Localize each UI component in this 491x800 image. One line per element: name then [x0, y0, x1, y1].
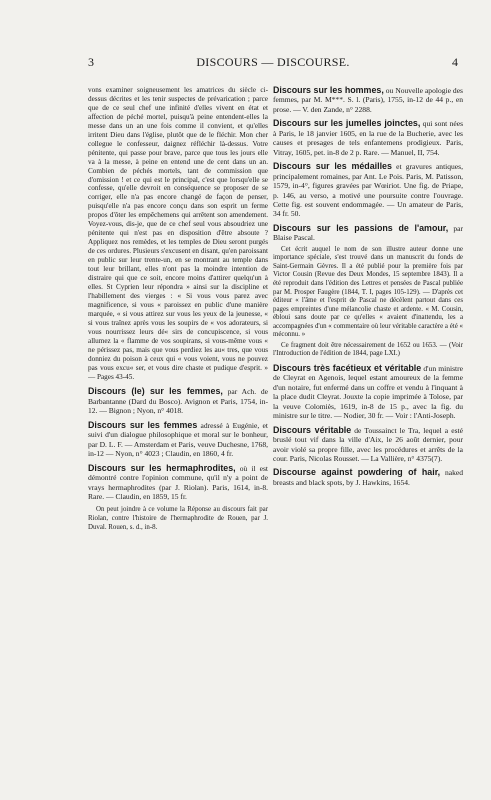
- entry-text: qui sont nées à Paris, le 18 janvier 1605, en la rue de la Bucherie, avec les causes et presages de tels enfantemens prodigieux. Paris, Vitray, 1605, pet. in-8 de 2 p. Rare. — Manuel, II, 754.: [273, 119, 463, 157]
- entry-text: par Ach. de Barbantanne (Dard du Bosco). Avignon et Paris, 1754, in-12. — Bignon ; Nyon, n° 4018.: [88, 387, 268, 416]
- bib-entry: [273, 224, 463, 243]
- entry-title: Discours sur les médailles: [273, 161, 392, 172]
- entry-title: Discours sur les hermaphrodites,: [88, 462, 236, 473]
- right-column: [273, 86, 463, 492]
- page-number-right: 4: [452, 55, 458, 69]
- entry-note: Cet écrit auquel le nom de son illustre auteur donne une importance spéciale, s'est trouvé dans un manuscrit du fonds de Saint-Germain Gèvres. Il a été publié pour la première fois par Victor Cousin (Revue des Deux Mondes, 15 septembre 1843). Il a été reproduit dans l'édition des Lettres et pensées de Pascal publiée par M. Prosper Faugère (1844, T. I, pages 105-129). — D'après cet éditeur « l'âme et l'esprit de Pascal ne décèlent partout dans ces pages empreintes d'une mélancolie chaste et ardente. « M. Cousin, ébloui sans doute par ce qu'elles « avaient d'inattendu, les a accompagnées d'un « commentaire où leur véritable caractère a été « méconnu. »: [273, 245, 463, 339]
- entry-text: ou Nouvelle apologie des femmes, par M. M***. S. l. (Paris), 1755, in-12 de 44 p., en prose. — V. den Zande, n° 2288.: [273, 86, 463, 114]
- bib-entry: [273, 162, 463, 219]
- bib-entry: [273, 119, 463, 157]
- entry-title: Discours très facétieux et véritable: [273, 362, 422, 373]
- entry-title: Discourse against powdering of hair,: [273, 467, 441, 478]
- bib-entry: [88, 464, 268, 502]
- entry-note: Ce fragment doit être nécessairement de 1652 ou 1653. — (Voir l'Introduction de l'édition de 1844, page LXI.): [273, 341, 463, 358]
- running-title: DISCOURS — DISCOURSE.: [196, 55, 350, 69]
- entry-title: Discours sur les hommes,: [273, 86, 384, 95]
- left-column: [88, 86, 268, 537]
- bib-entry: [273, 86, 463, 114]
- bib-entry: [88, 421, 268, 459]
- entry-title: Discours sur les femmes: [88, 419, 198, 430]
- entry-title: Discours véritable: [273, 424, 352, 435]
- entry-title: Discours sur les passions de l'amour,: [273, 222, 449, 233]
- page-header: [88, 55, 458, 69]
- page-number-left: 3: [88, 55, 94, 69]
- entry-title: Discours (le) sur les femmes,: [88, 386, 223, 397]
- entry-text: naked breasts and black spots, by J. Hawkins, 1654.: [273, 468, 463, 487]
- entry-text: par Blaise Pascal.: [273, 223, 463, 243]
- entry-text: et gravures antiques, principalement romaines, par Ant. Le Pois. Paris, M. Patisson, 1579, in-4°, figures gravées par Wœiriot. Une fig. de Priape, p. 146, au verso, a motivé une poursuite contre l'ouvrage. Cette fig. est souvent endommagée. — Un amateur de Paris, 34 fr. 50.: [273, 162, 463, 219]
- entry-note: On peut joindre à ce volume la Réponse au discours fait par Riolan, contre l'histoire de l'hermaphrodite de Rouen, par J. Duval. Rouen, s. d., in-8.: [88, 506, 268, 531]
- bib-entry: [273, 364, 463, 421]
- bib-entry: [273, 468, 463, 487]
- entry-text: adressé à Eugénie, et suivi d'un dialogue philosophique et moral sur le bonheur, par D. L. F. — Amsterdam et Paris, veuve Duchesne, 1768, in-12 — Nyon, n° 4023 ; Claudin, en 1860, 4 fr.: [88, 420, 268, 459]
- entry-text: de Toussainct le Tra, lequel a esté bruslé tout vif dans la ville d'Aix, le 26 août dernier, pour avoir violé sa propre fille, avec les procédures et arrêts de la cour. Paris, Nicolas Rousset. — La Vallière, n° 4375(7).: [273, 425, 463, 463]
- entry-title: Discours sur les jumelles joinctes,: [273, 118, 421, 129]
- bib-entry: [88, 387, 268, 415]
- entry-text: d'un ministre de Cleyrat en Agenois, lequel estant amoureux de la femme d'un notaire, fut enfermé dans un coffre et vendu à l'inquant à la place dudit Cleyrat. Jouxte la copie imprimée à Tolose, par la veuve Colomiès, 1619, in-8 de 15 p., avec la fig. du ministre sur le titre. — Nodier, 30 fr. — Voir : l'Anti-Joseph.: [273, 363, 463, 421]
- continued-text: vons examiner soigneusement les amatrices du siècle ci-dessus décrites et les tenir suspectes de prévarication ; parce que de ce seul chef une infinité d'elles vivent en état et affection de péché mortel, puisqu'à peine entendent-elles la messe dans un an une fois comme il convient, et qu'elles irritent Dieu dans l'église, plutôt que de le fléchir. Mon cher collegue le confesseur, daignez réfléchir là-dessus. Votre pénitente, qui passe pour brave, parce que tous les jours elle va à la messe, à peine en entend une de cent dans un an. Combien de péchés mortels, tant de commission que d'omission ! et ce qui est le principal, c'est que lorsqu'elle se confesse, qu'elle devroit en conséquence se proposer de se corriger, elle n'a pas encore changé de façon de penser, puisqu'elle n'a pas encore conçu dans son esprit un ferme propos d'ôter les empêchemens qui arrêtent son amendement. Voyez-vous, dis-je, que de ce chef seul vous absoudriez une pénitente qui n'est pas en disposition d'être absoute ? Appliquez nos remèdes, et les temples de Dieu seront purgés de ces ordures. Plusieurs s'excusent en disant, qu'en paroissant en public sur leur trente-un, en se montrant au temple dans tout leur brillant, elles n'ont pas la moindre intention de distraire qui que ce soit, encore moins d'attirer quelqu'un à elles. St Cyprien leur répondra » ainsi sur la discipline et l'habillement des vierges : « Si vous vous parez avec magnificence, si vous « paroissez en public d'une manière marquée, « si vous attirez sur vous les yeux de la jeunesse, « si vous traînez après vous les soupirs de « vos adorateurs, si vous nourrissez leurs dé« sirs de concupiscence, si vous allumez la « flamme de vos soupirans, si vous-même vous « ne périssez pas, mais que vous perdiez les au« tres, que vous donniez du poison à ceux qui « vous voient, vous ne pouvez pas vous excu« ser, et vous dire chaste et pudique d'esprit. » — Pages 43-45.: [88, 86, 268, 381]
- bib-entry: [273, 426, 463, 464]
- entry-text: où il est démontré contre l'opinion commune, qu'il n'y a point de vrays hermaphrodites (par J. Riolan). Paris, 1614, in-8. Rare. — Claudin, en 1859, 15 fr.: [88, 463, 268, 501]
